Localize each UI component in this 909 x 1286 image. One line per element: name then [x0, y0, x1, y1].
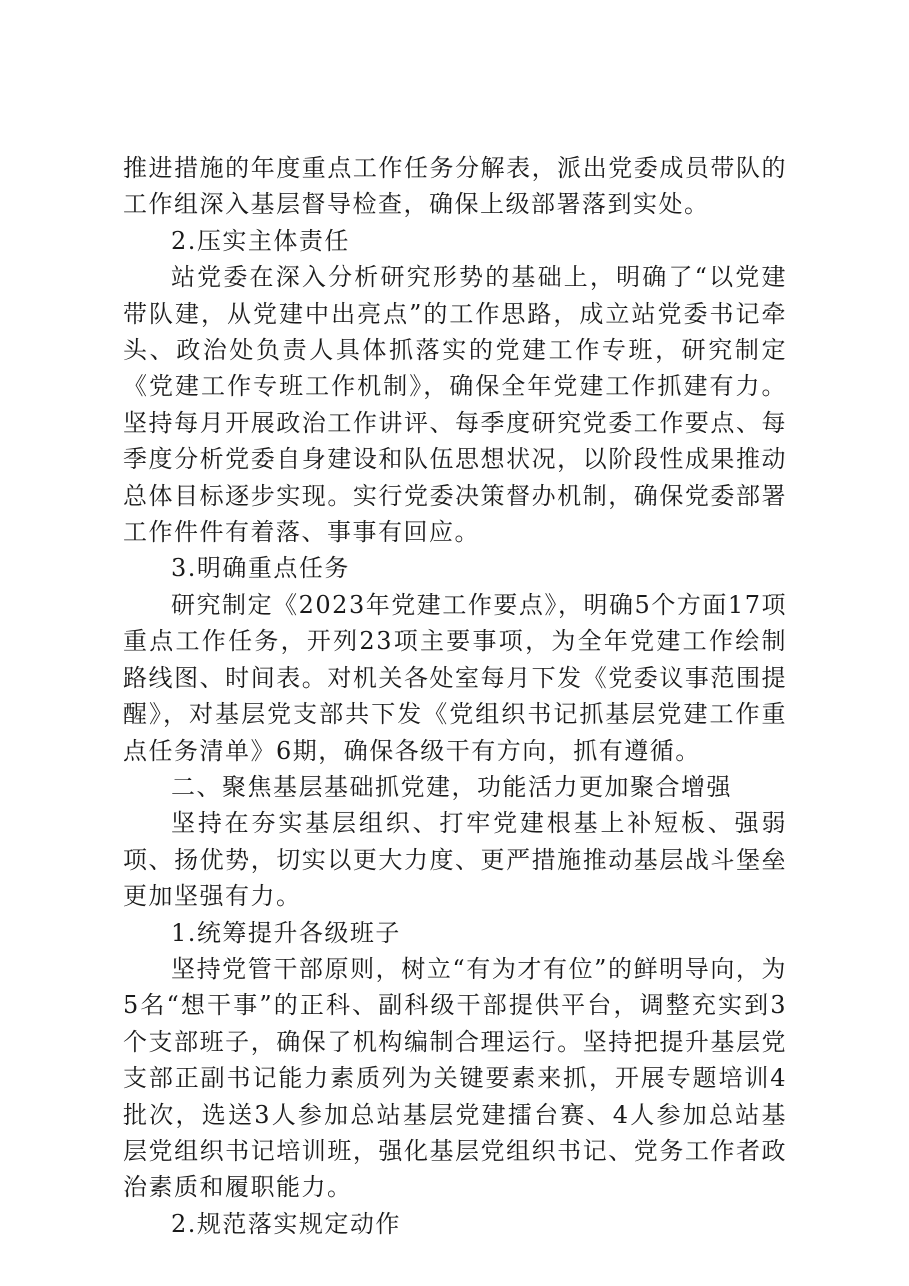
subheading-leadership-teams: 1.统筹提升各级班子	[171, 918, 401, 947]
subheading-standard-actions: 2.规范落实规定动作	[171, 1209, 401, 1238]
section-heading-grassroots: 二、聚焦基层基础抓党建，功能活力更加聚合增强	[171, 772, 732, 801]
document-body	[123, 150, 787, 1242]
subheading-key-tasks: 3.明确重点任务	[171, 554, 350, 583]
subheading-responsibility: 2.压实主体责任	[171, 226, 350, 255]
paragraph-leadership-teams: 坚持党管干部原则，树立“有为才有位”的鲜明导向，为5名“想干事”的正科、副科级干部提供平台，调整充实到3个支部班子，确保了机构编制合理运行。坚持把提升基层党支部正副书记能力素质列为关键要素来抓，开展专题培训4批次，选送3人参加总站基层党建擂台赛、4人参加总站基层党组织书记培训班，强化基层党组织书记、党务工作者政治素质和履职能力。	[123, 954, 787, 1202]
paragraph-grassroots-intro: 坚持在夯实基层组织、打牢党建根基上补短板、强弱项、扬优势，切实以更大力度、更严措施推动基层战斗堡垒更加坚强有力。	[123, 809, 787, 911]
paragraph-continuation: 推进措施的年度重点工作任务分解表，派出党委成员带队的工作组深入基层督导检查，确保上级部署落到实处。	[123, 154, 787, 219]
paragraph-responsibility: 站党委在深入分析研究形势的基础上，明确了“以党建带队建，从党建中出亮点”的工作思路，成立站党委书记牵头、政治处负责人具体抓落实的党建工作专班，研究制定《党建工作专班工作机制》，确保全年党建工作抓建有力。坚持每月开展政治工作讲评、每季度研究党委工作要点、每季度分析党委自身建设和队伍思想状况，以阶段性成果推动总体目标逐步实现。实行党委决策督办机制，确保党委部署工作件件有着落、事事有回应。	[123, 263, 787, 547]
paragraph-key-tasks: 研究制定《2023年党建工作要点》，明确5个方面17项重点工作任务，开列23项主要事项，为全年党建工作绘制路线图、时间表。对机关各处室每月下发《党委议事范围提醒》，对基层党支部共下发《党组织书记抓基层党建工作重点任务清单》6期，确保各级干有方向，抓有遵循。	[123, 590, 787, 765]
